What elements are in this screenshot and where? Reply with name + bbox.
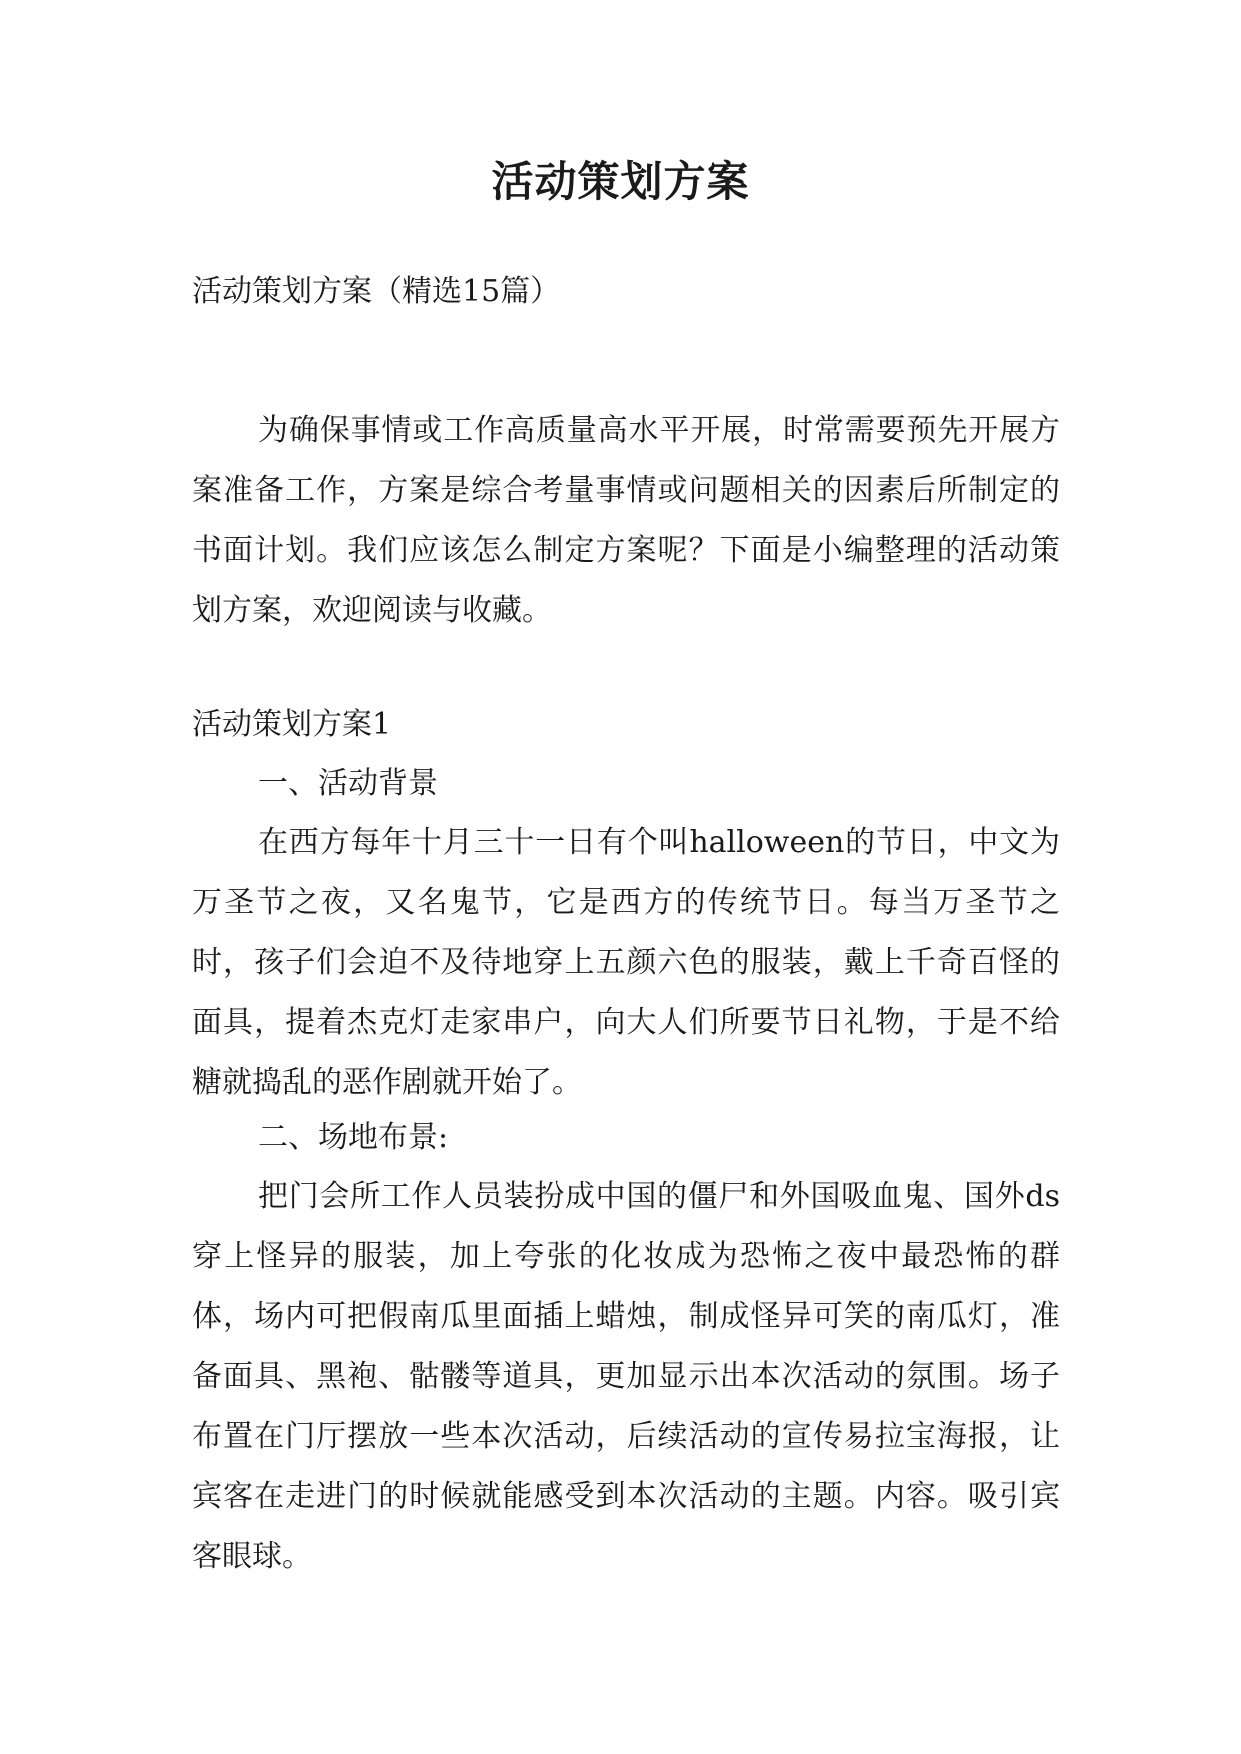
section-title: 活动策划方案1	[192, 707, 392, 742]
background-heading: 一、活动背景	[258, 766, 438, 801]
document-title: 活动策划方案	[491, 157, 750, 206]
venue-heading: 二、场地布景:	[258, 1120, 449, 1155]
background-paragraph: 在西方每年十月三十一日有个叫halloween的节日，中文为万圣节之夜，又名鬼节，它是西方的传统节日。每当万圣节之时，孩子们会迫不及待地穿上五颜六色的服装，戴上千奇百怪的面具，提着杰克灯走家串户，向大人们所要节日礼物，于是不给糖就捣乱的恶作剧就开始了。	[192, 825, 1060, 1100]
document-subtitle: 活动策划方案（精选15篇）	[192, 274, 561, 309]
intro-paragraph: 为确保事情或工作高质量高水平开展，时常需要预先开展方案准备工作，方案是综合考量事情或问题相关的因素后所制定的书面计划。我们应该怎么制定方案呢？下面是小编整理的活动策划方案，欢迎阅读与收藏。	[192, 413, 1060, 628]
venue-paragraph: 把门会所工作人员装扮成中国的僵尸和外国吸血鬼、国外ds穿上怪异的服装，加上夸张的化妆成为恐怖之夜中最恐怖的群体，场内可把假南瓜里面插上蜡烛，制成怪异可笑的南瓜灯，准备面具、黑袍、骷髅等道具，更加显示出本次活动的氛围。场子布置在门厅摆放一些本次活动，后续活动的宣传易拉宝海报，让宾客在走进门的时候就能感受到本次活动的主题。内容。吸引宾客眼球。	[192, 1179, 1060, 1574]
